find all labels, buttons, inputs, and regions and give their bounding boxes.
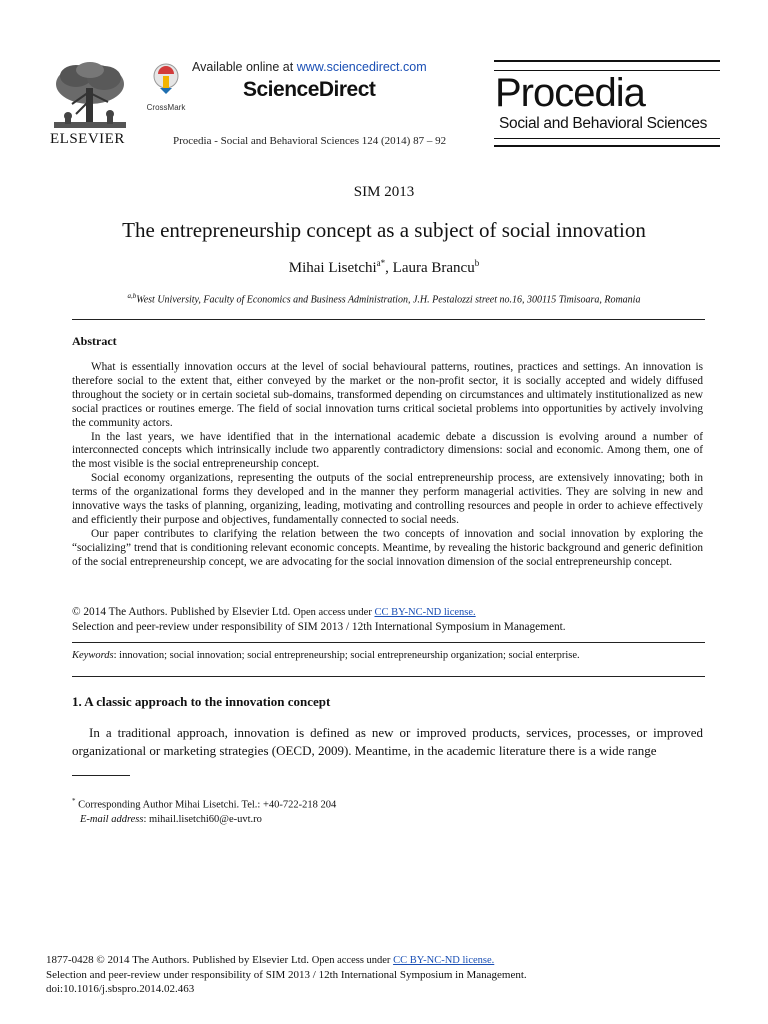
procedia-bottom-rule xyxy=(494,138,720,147)
author-2: Laura Brancu xyxy=(392,260,475,276)
abstract-heading: Abstract xyxy=(72,334,117,348)
sciencedirect-logo: ScienceDirect xyxy=(243,78,376,101)
conference-name: SIM 2013 xyxy=(353,184,415,200)
journal-citation: Procedia - Social and Behavioral Sciences 124 (2014) 87 – 92 xyxy=(173,135,447,147)
paper-title: The entrepreneurship concept as a subject of social innovation xyxy=(122,218,646,242)
bottom-open-access: Open access under xyxy=(311,955,394,966)
bottom-review-note: Selection and peer-review under responsibility of SIM 2013 / 12th International Symposium in Management. xyxy=(46,969,527,981)
section-paragraph: In a traditional approach, innovation is defined as new or improved products, services, processes, or improved organizational or marketing strategies (OECD, 2009). Meantime, in the academic literature there is a wide range xyxy=(72,725,703,758)
review-note: Selection and peer-review under responsibility of SIM 2013 / 12th International Symposium in Management. xyxy=(72,621,566,633)
issn-copyright: 1877-0428 © 2014 The Authors. Published by Elsevier Ltd. xyxy=(46,954,312,966)
crossmark-badge[interactable] xyxy=(140,62,192,112)
author-1: Mihai Lisetchi xyxy=(288,260,377,276)
author-1-mark: a* xyxy=(376,258,386,268)
section-heading: 1. A classic approach to the innovation concept xyxy=(72,694,331,709)
divider-keywords-top xyxy=(72,642,705,643)
sciencedirect-url[interactable]: www.sciencedirect.com xyxy=(296,60,427,74)
affiliation xyxy=(0,292,768,305)
author-list xyxy=(0,258,768,277)
publisher-name: ELSEVIER xyxy=(50,131,125,147)
footnote-rule xyxy=(72,775,130,776)
procedia-title: Procedia xyxy=(495,71,645,115)
abstract-body xyxy=(72,361,703,570)
bottom-matter xyxy=(46,953,527,996)
crossmark-label: CrossMark xyxy=(146,103,186,112)
footnote-mark: * xyxy=(72,797,76,805)
affiliation-mark: a,b xyxy=(127,292,137,300)
copyright-block xyxy=(72,605,566,634)
author-separator: , xyxy=(385,260,393,276)
procedia-subtitle: Social and Behavioral Sciences xyxy=(499,115,708,132)
abstract-paragraph: In the last years, we have identified that in the international academic debate a discussion is evolving around a number of interconnected concepts which intrinsically include two apparently contradictory dimensions: social and economic. Among them, one of the most visible is the social entrepreneurship concept. xyxy=(72,430,703,471)
bottom-license-link[interactable]: CC BY-NC-ND license. xyxy=(393,955,495,966)
email-label: E-mail address xyxy=(80,813,144,825)
doi[interactable]: doi:10.1016/j.sbspro.2014.02.463 xyxy=(46,983,195,995)
footnote xyxy=(72,794,336,827)
open-access-text: Open access under xyxy=(293,607,375,618)
abstract-paragraph: Social economy organizations, representing the outputs of the social entrepreneurship process, are extensively innovating; both in terms of the organizational forms they developed and in the manner they perform managerial activities. They are solving in new and innovative ways the tasks of planning, organizing, leading, motivating and controlling resources and people in order to achieve effectively and efficiently their purpose and objectives, fundamentally connected to social needs. xyxy=(72,472,703,526)
email-address: : mihail.lisetchi60@e-uvt.ro xyxy=(143,813,262,825)
corresponding-author: Corresponding Author Mihai Lisetchi. Tel.: +40-722-218 204 xyxy=(75,799,337,811)
keywords-line xyxy=(72,650,580,661)
copyright-text: © 2014 The Authors. Published by Elsevier Ltd. xyxy=(72,606,294,618)
affiliation-text: West University, Faculty of Economics and Business Administration, J.H. Pestalozzi street no.16, 300115 Timisoara, Romania xyxy=(136,294,641,306)
license-link[interactable]: CC BY-NC-ND license. xyxy=(374,607,476,618)
abstract-paragraph: Our paper contributes to clarifying the relation between the two concepts of innovation and social innovation by exploring the “socializing” trend that is conditioning relevant economic concepts. Meantime, by revealing the historic background and generic definition of the social entrepreneurship concept, we are advocating for the social innovation dimension of the social entrepreneurship concept. xyxy=(72,527,703,568)
available-prefix: Available online at xyxy=(192,60,297,74)
availability-line xyxy=(192,60,427,74)
abstract-paragraph: What is essentially innovation occurs at the level of social behavioural patterns, routines, practices and settings. An innovation is therefore social to the extent that, either conveyed by the market or the non-profit sector, it is socially accepted and widely diffused throughout the society or in certain societal sub-domains, transformed depending on circumstances and ultimately institutionalized as new social practices or routines emerge. The field of social innovation turns critical societal problems into opportunities by actively involving the community actors. xyxy=(72,361,703,429)
author-2-mark: b xyxy=(474,258,480,268)
crossmark-icon xyxy=(152,62,180,96)
keywords-label: Keywords xyxy=(72,650,114,661)
divider-keywords-bottom xyxy=(72,676,705,677)
divider-top xyxy=(72,319,705,320)
keywords-text: : innovation; social innovation; social entrepreneurship; social entrepreneurship organization; social enterprise. xyxy=(113,650,580,661)
